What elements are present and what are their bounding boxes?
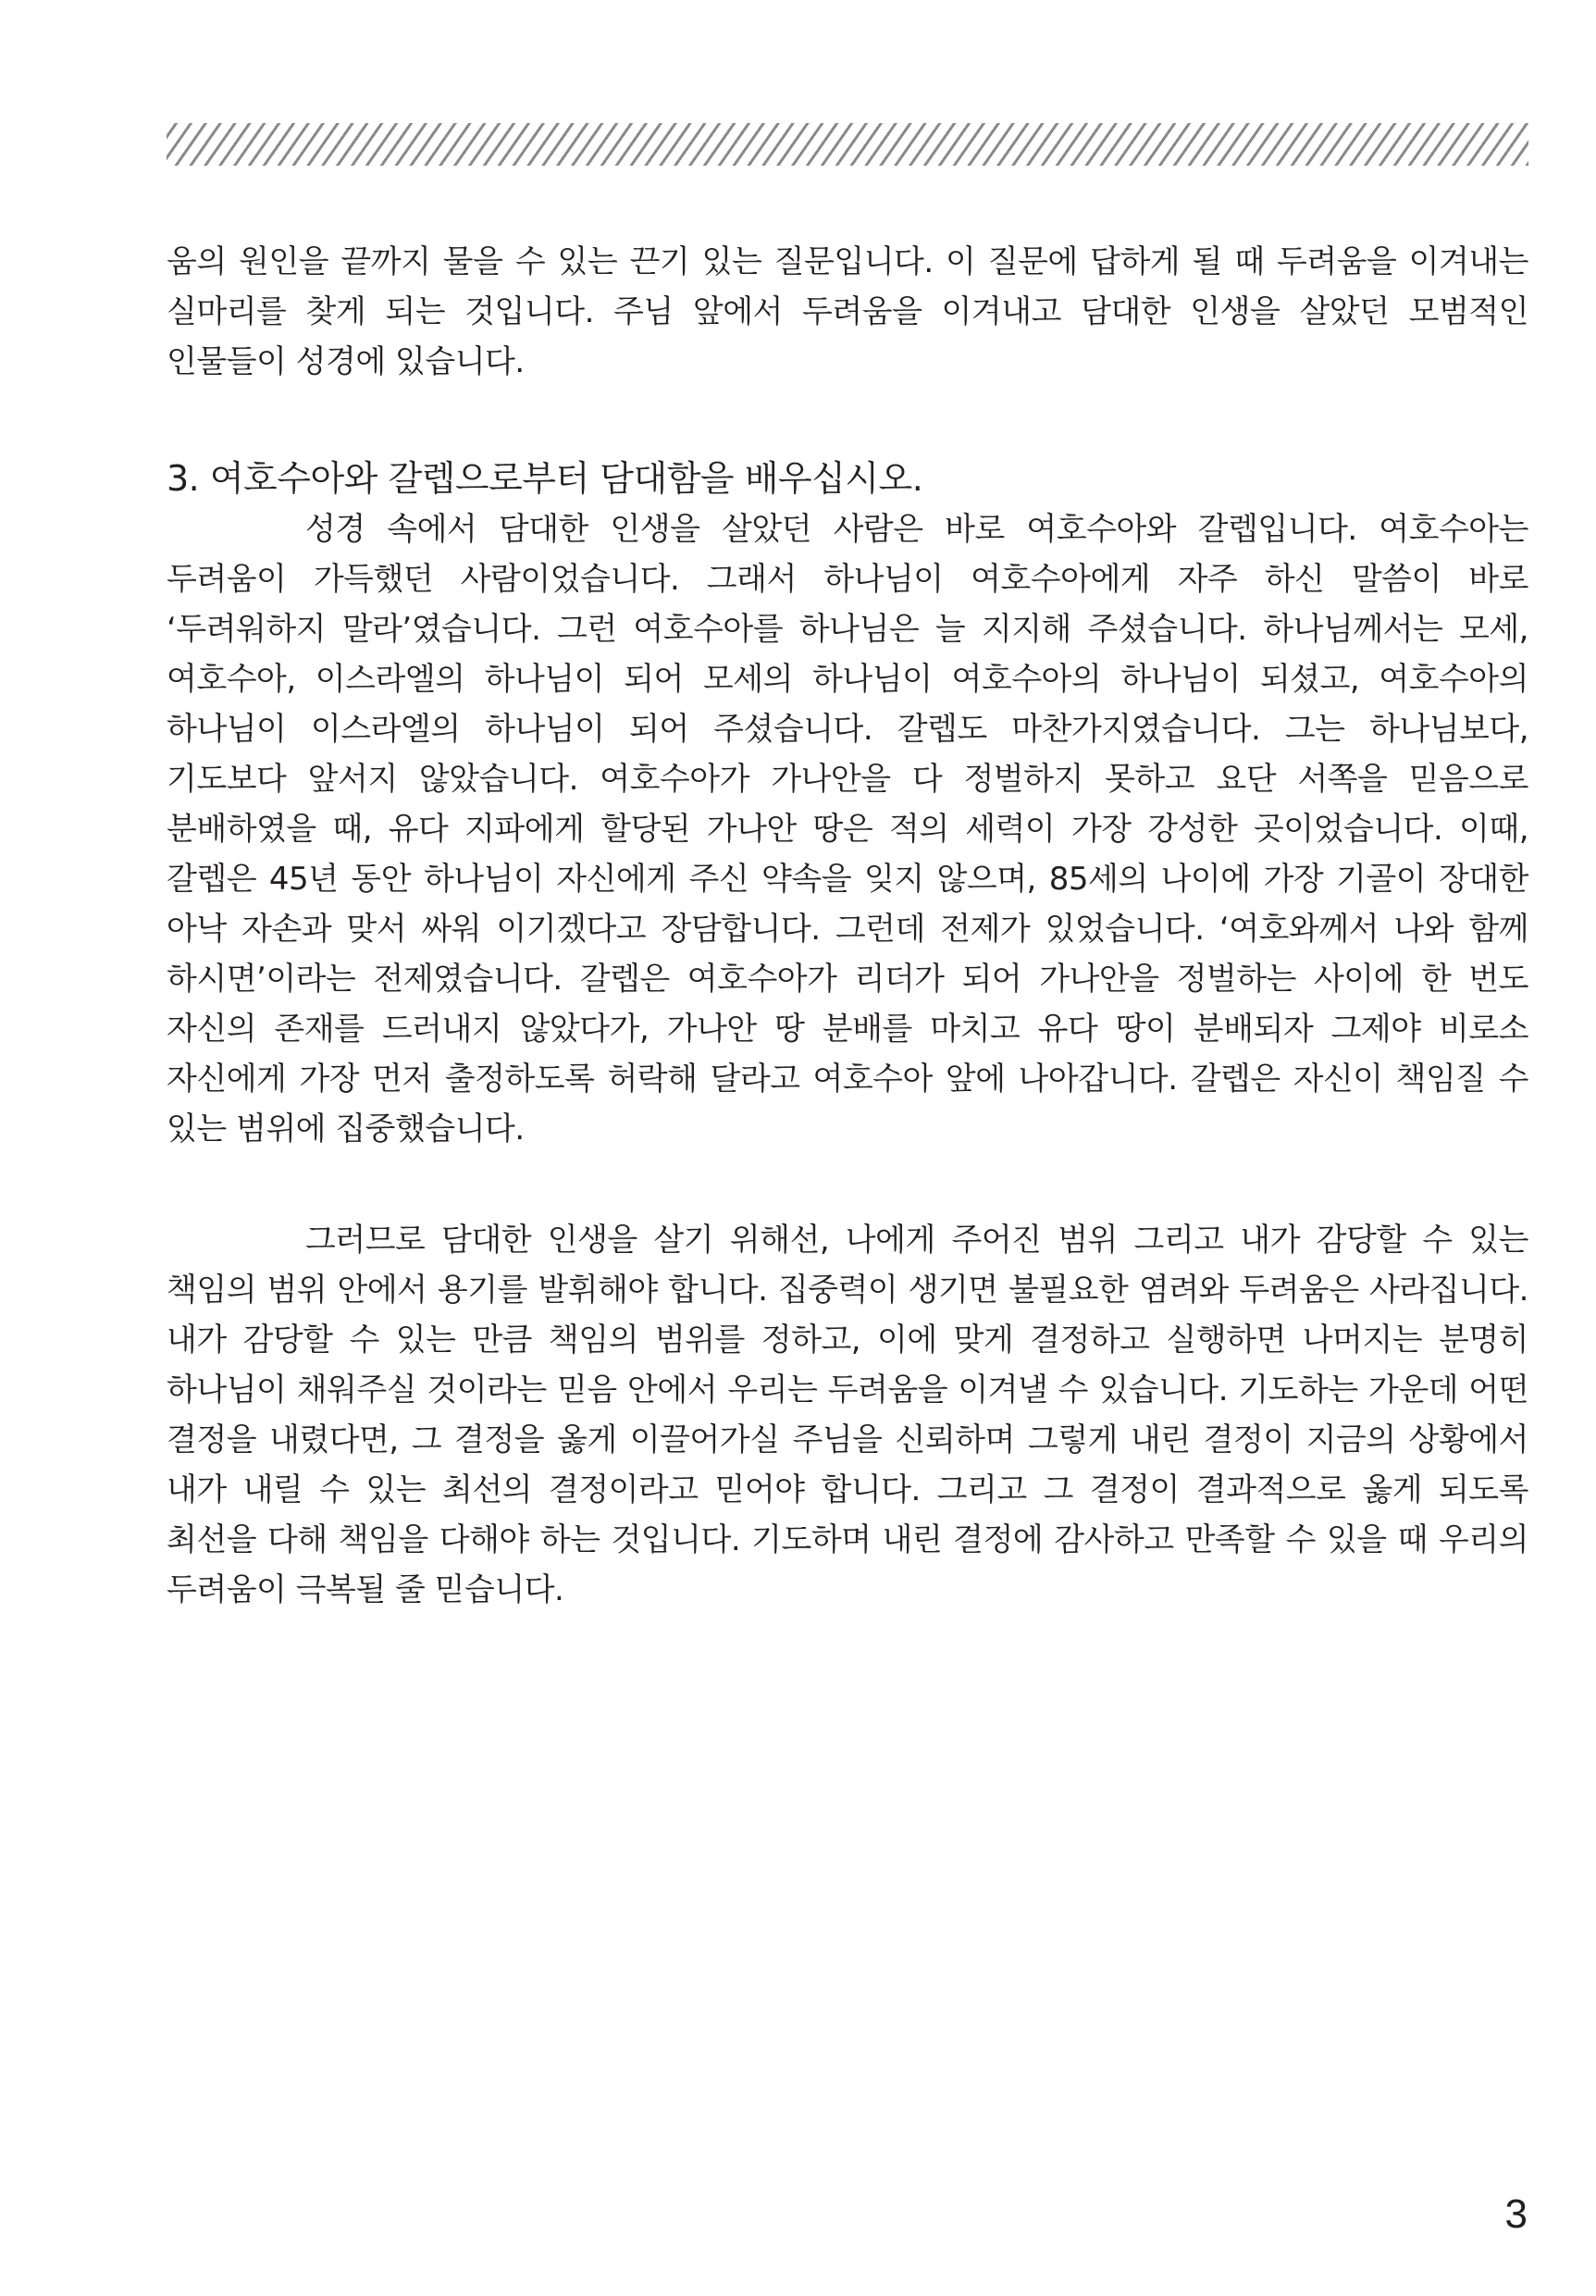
header-hatch-band <box>167 123 1528 166</box>
body-paragraph-1: 성경 속에서 담대한 인생을 살았던 사람은 바로 여호수아와 갈렙입니다. 여호수아는 두려움이 가득했던 사람이었습니다. 그래서 하나님이 여호수아에게 자주 하신 말씀이 바로 ‘두려워하지 말라’였습니다. 그런 여호수아를 하나님은 늘 지지해 주셨습니다. 하나님께서는 모세, 여호수아, 이스라엘의 하나님이 되어 모세의 하나님이 여호수아의 하나님이 되셨고, 여호수아의 하나님이 이스라엘의 하나님이 되어 주셨습니다. 갈렙도 마찬가지였습니다. 그는 하나님보다, 기도보다 앞서지 않았습니다. 여호수아가 가나안을 다 정벌하지 못하고 요단 서쪽을 믿음으로 분배하였을 때, 유다 지파에게 할당된 가나안 땅은 적의 세력이 가장 강성한 곳이었습니다. 이때, 갈렙은 45년 동안 하나님이 자신에게 주신 약속을 잊지 않으며, 85세의 나이에 가장 기골이 장대한 아낙 자손과 맞서 싸워 이기겠다고 장담합니다. 그런데 전제가 있었습니다. ‘여호와께서 나와 함께 하시면’이라는 전제였습니다. 갈렙은 여호수아가 리더가 되어 가나안을 정벌하는 사이에 한 번도 자신의 존재를 드러내지 않았다가, 가나안 땅 분배를 마치고 유다 땅이 분배되자 그제야 비로소 자신에게 가장 먼저 출정하도록 허락해 달라고 여호수아 앞에 나아갑니다. 갈렙은 자신이 책임질 수 있는 범위에 집중했습니다. <box>167 511 1528 1148</box>
page-content <box>167 237 1528 1615</box>
paragraph-spacer <box>167 1154 1528 1215</box>
page-number: 3 <box>1504 2191 1528 2237</box>
section-heading: 3. 여호수아와 갈렙으로부터 담대함을 배우십시오. <box>167 458 923 499</box>
body-paragraph-2: 그러므로 담대한 인생을 살기 위해선, 나에게 주어진 범위 그리고 내가 감당할 수 있는 책임의 범위 안에서 용기를 발휘해야 합니다. 집중력이 생기면 불필요한 염려와 두려움은 사라집니다. 내가 감당할 수 있는 만큼 책임의 범위를 정하고, 이에 맞게 결정하고 실행하면 나머지는 분명히 하나님이 채워주실 것이라는 믿음 안에서 우리는 두려움을 이겨낼 수 있습니다. 기도하는 가운데 어떤 결정을 내렸다면, 그 결정을 옳게 이끌어가실 주님을 신뢰하며 그렇게 내린 결정이 지금의 상황에서 내가 내릴 수 있는 최선의 결정이라고 믿어야 합니다. 그리고 그 결정이 결과적으로 옳게 되도록 최선을 다해 책임을 다해야 하는 것입니다. 기도하며 내린 결정에 감사하고 만족할 수 있을 때 우리의 두려움이 극복될 줄 믿습니다. <box>167 1222 1528 1608</box>
intro-paragraph: 움의 원인을 끝까지 물을 수 있는 끈기 있는 질문입니다. 이 질문에 답하게 될 때 두려움을 이겨내는 실마리를 찾게 되는 것입니다. 주님 앞에서 두려움을 이겨내고 담대한 인생을 살았던 모범적인 인물들이 성경에 있습니다. <box>167 243 1528 380</box>
